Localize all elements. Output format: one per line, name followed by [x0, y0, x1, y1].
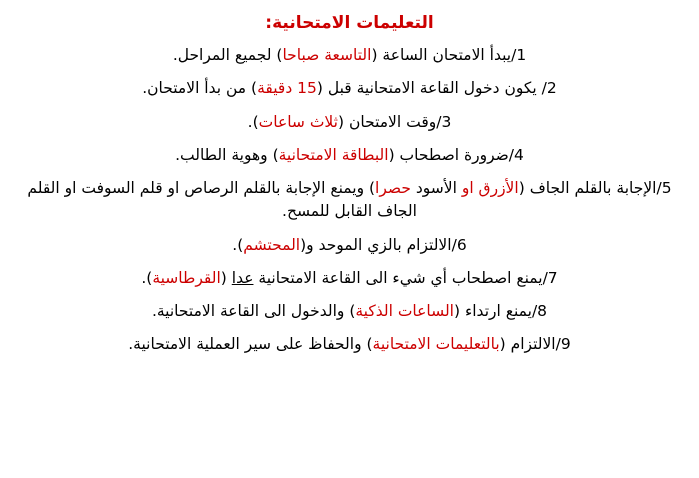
body-text: ) والحفاظ على سير العملية الامتحانية. [128, 335, 373, 354]
list-item-number: 8/ [531, 302, 548, 321]
body-text: ( [220, 268, 232, 287]
list-item [22, 300, 677, 323]
list-item [22, 267, 677, 290]
list-item-number: 3/ [436, 112, 452, 131]
highlighted-text: الساعات الذكية [355, 302, 454, 321]
highlighted-text: حصرا [375, 179, 411, 198]
list-item-number: 7/ [542, 268, 558, 287]
list-item [22, 44, 677, 67]
body-text: ). [141, 268, 153, 287]
highlighted-text: المحتشم [243, 235, 301, 254]
list-item [22, 234, 677, 257]
highlighted-text: البطاقة الامتحانية [278, 145, 389, 164]
highlighted-text: الأزرق او [461, 179, 519, 198]
body-text: يكون دخول القاعة الامتحانية قبل ( [316, 79, 537, 98]
highlighted-text: ثلاث ساعات [258, 112, 338, 131]
body-text: يبدأ الامتحان الساعة ( [371, 46, 512, 65]
highlighted-text: 15 دقيقة [257, 79, 317, 98]
list-item [22, 333, 677, 356]
instructions-list [22, 44, 677, 367]
body-text: ) ويمنع الإجابة بالقلم الرصاص او قلم السوفت او القلم الجاف القابل للمسح. [27, 179, 417, 221]
body-text: الالتزام ( [499, 335, 556, 354]
body-text: ) لجميع المراحل. [172, 46, 283, 65]
body-text: ). [232, 235, 244, 254]
list-item-number: 9/ [555, 335, 571, 354]
body-text: الالتزام بالزي الموحد و( [300, 235, 452, 254]
body-text: ). [247, 112, 259, 131]
body-text: ) من بدأ الامتحان. [142, 79, 258, 98]
body-text: يمنع ارتداء ( [453, 302, 532, 321]
body-text: وقت الامتحان ( [337, 112, 437, 131]
list-item-number: 4/ [508, 145, 524, 164]
body-text: يمنع اصطحاب أي شيء الى القاعة الامتحانية [253, 268, 543, 287]
body-text: ) وهوية الطالب. [175, 145, 279, 164]
body-text: ) والدخول الى القاعة الامتحانية. [151, 302, 356, 321]
list-item [22, 177, 677, 224]
list-item-number: 5/ [656, 179, 672, 198]
highlighted-text: القرطاسية [152, 268, 221, 287]
body-text: الأسود [410, 179, 462, 198]
highlighted-text: بالتعليمات الامتحانية [372, 335, 500, 354]
body-text: ضرورة اصطحاب ( [388, 145, 509, 164]
list-item [22, 144, 677, 167]
page-title: التعليمات الامتحانية: [265, 13, 434, 33]
list-item [22, 77, 677, 100]
list-item-number: 1/ [511, 46, 527, 65]
list-item [22, 111, 677, 134]
highlighted-text: التاسعة صباحا [282, 46, 372, 65]
body-text: الإجابة بالقلم الجاف ( [518, 179, 657, 198]
list-item-number: 2/ [536, 79, 557, 98]
list-item-number: 6/ [451, 235, 467, 254]
underlined-text: عدا [231, 268, 254, 287]
